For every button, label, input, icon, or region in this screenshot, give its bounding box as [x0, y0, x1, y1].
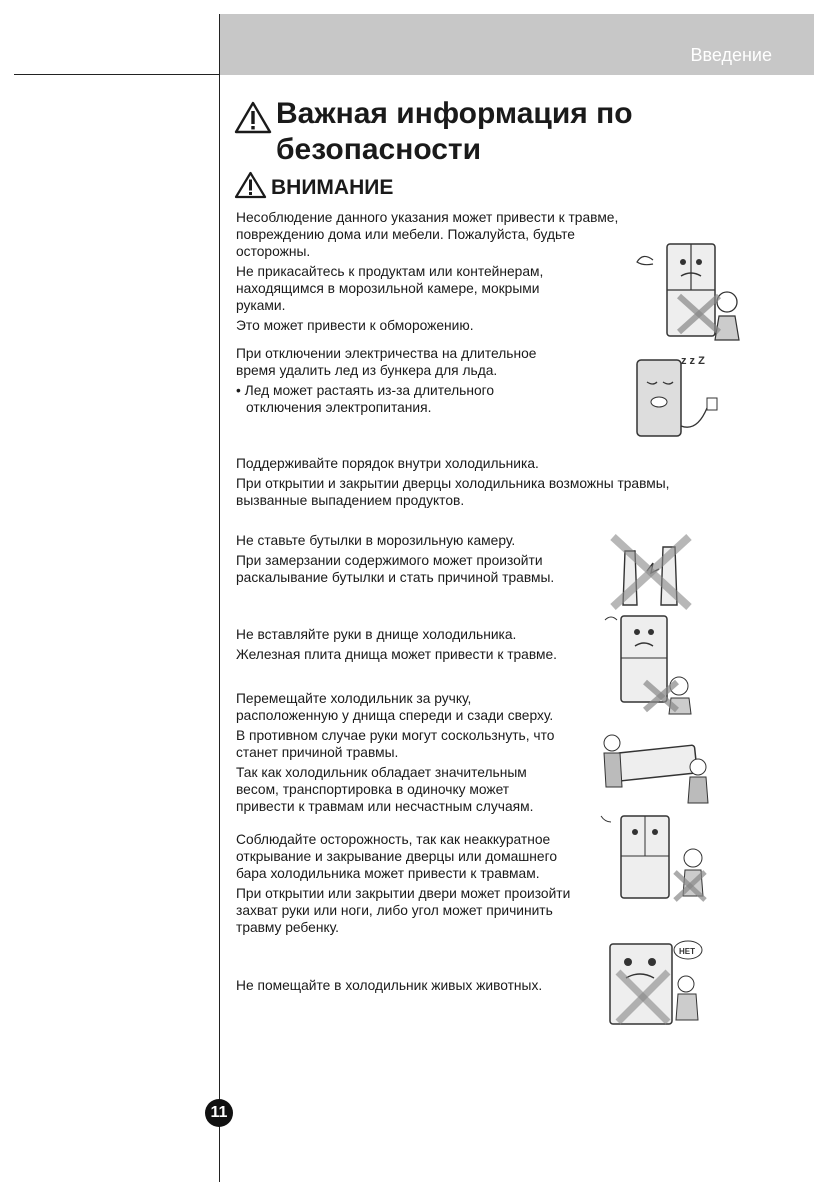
caution-heading: ВНИМАНИЕ [271, 176, 394, 199]
section-text: Так как холодильник обладает значительным весом, транспортировка в одиночку может привести к травмам или несчастным случаям. [236, 765, 534, 814]
section-text: Не ставьте бутылки в морозильную камеру. [236, 533, 516, 548]
section-label: Введение [690, 45, 772, 65]
fridge-wet-hands-illustration [623, 240, 743, 346]
door-child-illustration [595, 810, 711, 904]
horizontal-rule [14, 74, 220, 75]
page-title [276, 96, 794, 168]
section-text: При открытии и закрытии дверцы холодильника возможны травмы, вызванные выпадением продуктов. [236, 476, 670, 508]
section-text: При замерзании содержимого может произойти раскалывание бутылки и стать причиной травмы. [236, 553, 555, 585]
fridge-base-illustration [597, 610, 697, 718]
section-text: Это может привести к обморожению. [236, 318, 474, 333]
safety-block-bottles [236, 532, 606, 589]
sleeping-fridge-illustration [621, 352, 721, 442]
no-animals-illustration [600, 932, 712, 1028]
section-text: В противном случае руки могут соскользнуть, что станет причиной травмы. [236, 728, 555, 760]
section-text: Железная плита днища может привести к травме. [236, 647, 558, 662]
section-text: Не вставляйте руки в днище холодильника. [236, 627, 517, 642]
section-intro: Несоблюдение данного указания может привести к травме, повреждению дома или мебели. Пожалуйста, будьте осторожны. [236, 210, 619, 259]
warning-triangle-icon [234, 101, 272, 134]
section-text: Не помещайте в холодильник живых животных. [236, 978, 543, 993]
section-text: Соблюдайте осторожность, так как неаккуратное открывание и закрывание дверцы или домашнего бара холодильника может привести к травмам. [236, 832, 558, 881]
safety-block-frostbite [236, 209, 676, 337]
safety-block-power-outage [236, 345, 616, 419]
caution-triangle-icon [234, 171, 267, 199]
page-title-line2: безопасности [276, 133, 482, 166]
page-number-badge: 11 [205, 1099, 233, 1127]
page-title-line1: Важная информация по [276, 97, 633, 130]
safety-block-bottom-plate [236, 626, 606, 666]
safety-block-animals [236, 977, 606, 997]
vertical-rule [219, 14, 220, 1182]
zzz-text: z z Z [681, 355, 705, 367]
safety-block-moving [236, 690, 606, 818]
section-text: При открытии или закрытии двери может произойти захват руки или ноги, либо угол может причинить травму ребенку. [236, 886, 571, 935]
bottles-prohibited-illustration [605, 531, 695, 611]
section-text: При отключении электричества на длительное время удалить лед из бункера для льда. [236, 346, 537, 378]
page-title-block [234, 96, 794, 168]
no-speech-text: НЕТ [679, 947, 695, 956]
safety-block-order [236, 455, 716, 512]
safety-block-door [236, 831, 606, 939]
bullet-item: • Лед может растаять из-за длительного отключения электропитания. [236, 383, 495, 415]
section-text: Не прикасайтесь к продуктам или контейнерам, находящимся в морозильной камере, мокрыми руками. [236, 264, 544, 313]
carrying-fridge-illustration [598, 727, 712, 807]
section-text: Перемещайте холодильник за ручку, расположенную у днища спереди и сзади сверху. [236, 691, 554, 723]
section-text: Поддерживайте порядок внутри холодильника. [236, 456, 539, 471]
